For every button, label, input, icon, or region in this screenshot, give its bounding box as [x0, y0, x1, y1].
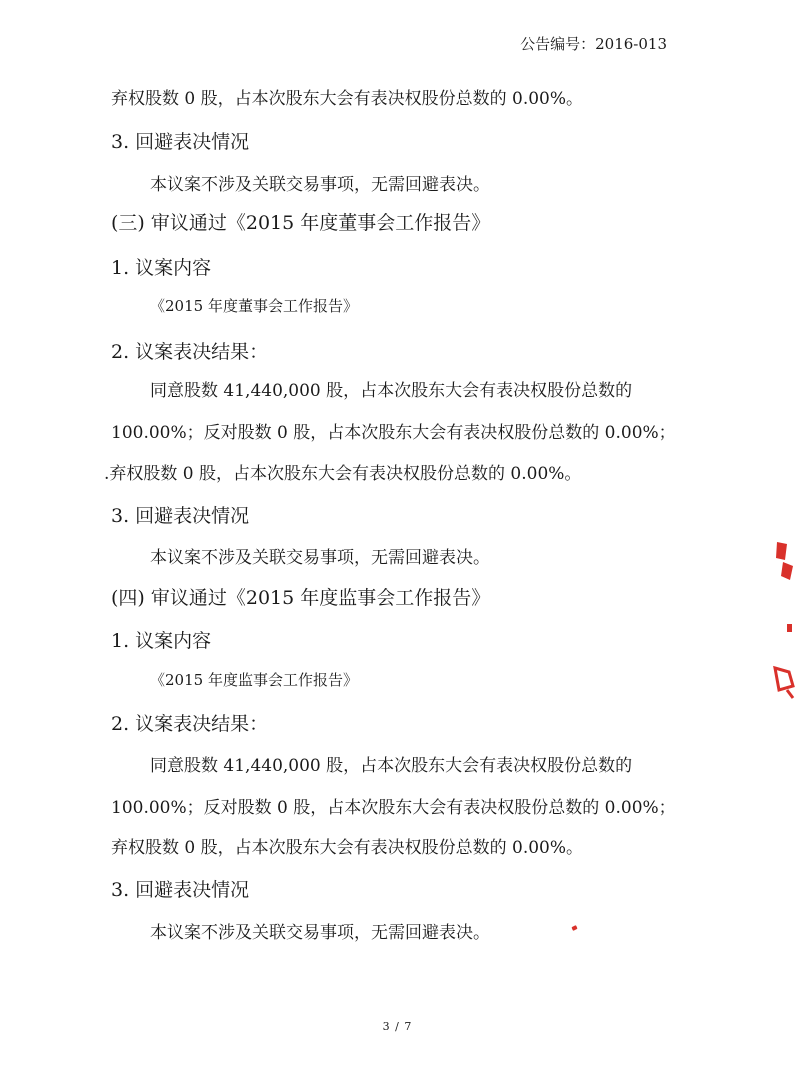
vote-result-heading-3: 2. 议案表决结果： [111, 341, 269, 363]
avoidance-text-3: 本议案不涉及关联交易事项，无需回避表决。 [150, 548, 490, 568]
approve-line-3: 同意股数 41,440,000 股，占本次股东大会有表决权股份总数的 [150, 381, 633, 401]
avoidance-heading-1: 3. 回避表决情况 [111, 131, 250, 153]
notice-number: 公告编号：2016-013 [520, 35, 667, 53]
abstain-line-3: .弃权股数 0 股，占本次股东大会有表决权股份总数的 0.00%。 [104, 464, 582, 484]
abstain-line-4: 弃权股数 0 股，占本次股东大会有表决权股份总数的 0.00%。 [111, 838, 584, 858]
proposal-content-heading-4: 1. 议案内容 [111, 630, 212, 652]
section-3-title: (三) 审议通过《2015 年度董事会工作报告》 [111, 212, 491, 234]
oppose-line-4: 100.00%；反对股数 0 股，占本次股东大会有表决权股份总数的 0.00%； [111, 798, 676, 818]
red-ink-mark [571, 925, 577, 931]
vote-result-heading-4: 2. 议案表决结果： [111, 713, 269, 735]
proposal-content-4: 《2015 年度监事会工作报告》 [150, 671, 358, 689]
abstain-line-1: 弃权股数 0 股，占本次股东大会有表决权股份总数的 0.00%。 [111, 89, 584, 109]
avoidance-heading-4: 3. 回避表决情况 [111, 879, 250, 901]
page-number: 3 / 7 [382, 1020, 413, 1033]
proposal-content-heading-3: 1. 议案内容 [111, 257, 212, 279]
red-seal-edge-icon [773, 540, 795, 710]
avoidance-heading-3: 3. 回避表决情况 [111, 505, 250, 527]
proposal-content-3: 《2015 年度董事会工作报告》 [150, 297, 358, 315]
section-4-title: (四) 审议通过《2015 年度监事会工作报告》 [111, 587, 491, 609]
oppose-line-3: 100.00%；反对股数 0 股，占本次股东大会有表决权股份总数的 0.00%； [111, 423, 676, 443]
avoidance-text-1: 本议案不涉及关联交易事项，无需回避表决。 [150, 175, 490, 195]
avoidance-text-4: 本议案不涉及关联交易事项，无需回避表决。 [150, 923, 490, 943]
approve-line-4: 同意股数 41,440,000 股，占本次股东大会有表决权股份总数的 [150, 756, 633, 776]
